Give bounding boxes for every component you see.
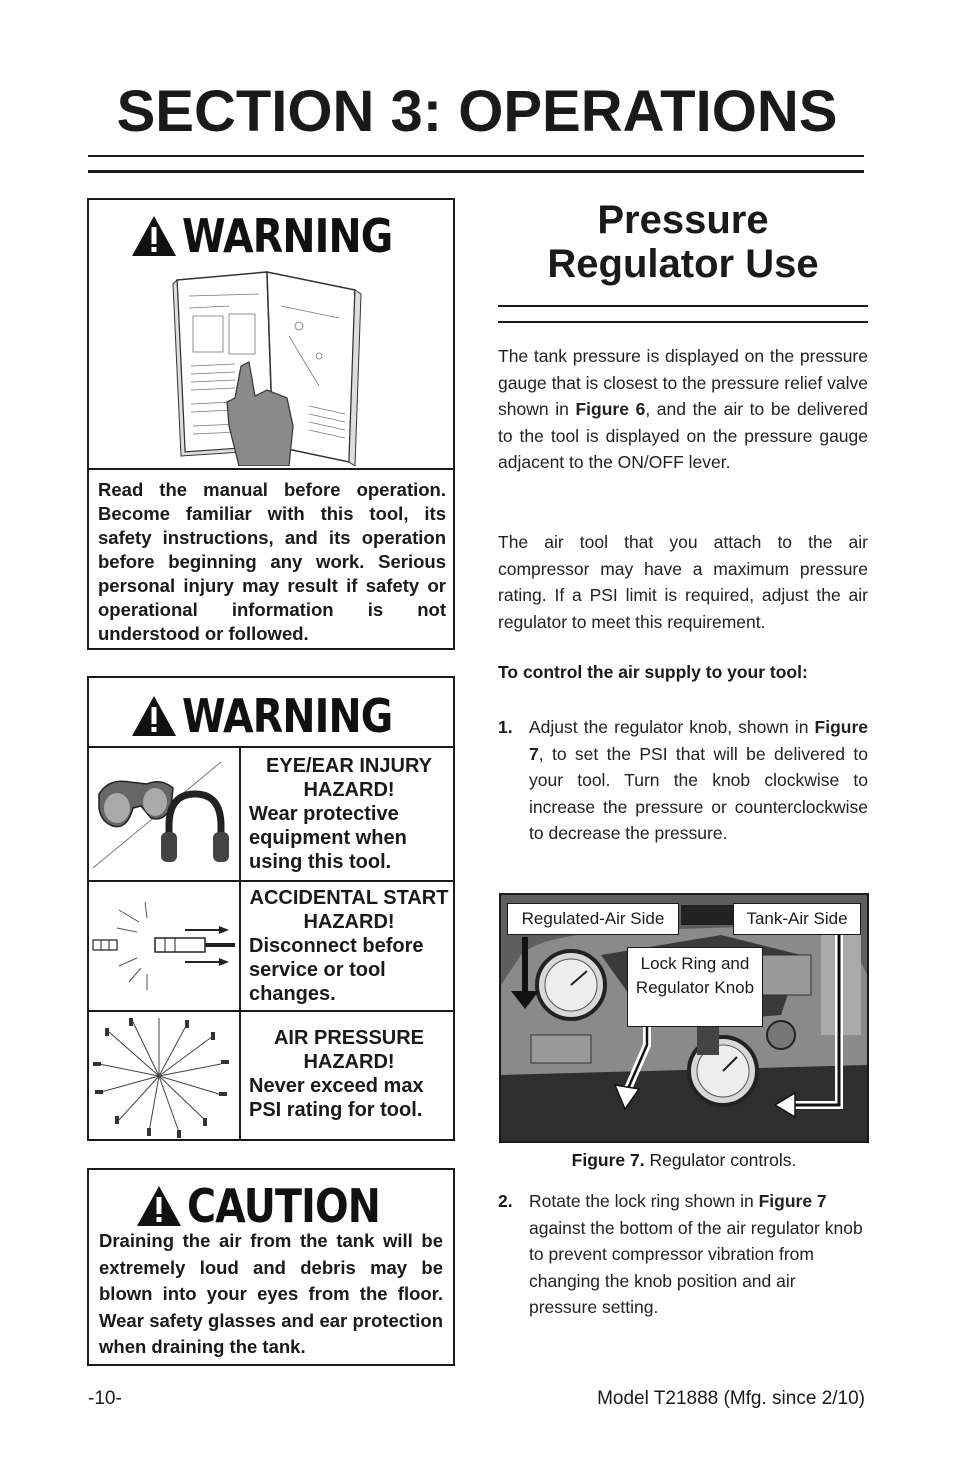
- title-rule-top: [88, 155, 864, 157]
- warning-label: WARNING: [182, 689, 393, 743]
- warning-divider: [89, 468, 453, 470]
- hazard-title: AIR PRESSURE HAZARD!: [273, 1027, 425, 1073]
- steps-subheading: To control the air supply to your tool:: [498, 662, 808, 682]
- hazard-text-eye-ear: [249, 754, 449, 874]
- warning-header: [89, 208, 453, 264]
- heading-rule-top: [498, 305, 868, 307]
- manual-book-illustration: [169, 266, 369, 466]
- model-footer: Model T21888 (Mfg. since 2/10): [597, 1388, 865, 1409]
- burst-debris-icon: [89, 1012, 241, 1139]
- hazard-body: Wear protective equipment when using this tool.: [249, 803, 407, 873]
- heading-rule-bottom: [498, 321, 868, 323]
- step-2-text: [529, 1188, 868, 1321]
- figure-reference: Figure 7: [758, 1191, 827, 1211]
- title-rule-bottom: [88, 170, 864, 173]
- warning-header: [89, 688, 453, 744]
- warning-triangle-icon: [135, 1184, 183, 1228]
- subsection-heading: [498, 198, 868, 286]
- warning-label: WARNING: [182, 209, 393, 263]
- warning-box-hazards: [87, 676, 455, 1141]
- step-number: 1.: [498, 717, 513, 737]
- caution-text: Draining the air from the tank will be extremely loud and debris may be blown into your eyes from the floor. Wear safety glasses and ear protection when draining the tank.: [99, 1230, 443, 1357]
- caution-header: [89, 1178, 453, 1234]
- warning-box-manual: [87, 198, 455, 650]
- step-text: against the bottom of the air regulator knob to prevent compressor vibration from changing the knob position and air pressure setting.: [529, 1217, 863, 1317]
- section-title: SECTION 3: OPERATIONS: [116, 79, 838, 144]
- step-text: Rotate the lock ring shown in: [529, 1191, 759, 1211]
- paragraph-air-tool: The air tool that you attach to the air compressor may have a maximum pressure rating. If a PSI limit is required, adjust the air regulator to meet this requirement.: [498, 532, 868, 632]
- page-number: -10-: [88, 1388, 122, 1409]
- hazard-body: Disconnect before service or tool changes.: [249, 935, 424, 1005]
- caution-box: [87, 1168, 455, 1366]
- hazard-text-accidental-start: [249, 886, 449, 1006]
- paragraph-text: The tank pressure is displayed on the pressure gauge that is closest to the pressure relief valve shown in: [498, 346, 868, 419]
- warning-triangle-icon: [130, 214, 178, 258]
- caption-label: Figure 7.: [571, 1150, 645, 1170]
- warning-triangle-icon: [130, 694, 178, 738]
- step-text: , to set the PSI that will be delivered to your tool. Turn the knob clockwise to increase the pressure or counterclockwise to decrease the pressure.: [529, 743, 868, 843]
- hazard-text-air-pressure: [249, 1026, 449, 1122]
- hazard-row-accidental-start: [89, 880, 453, 1010]
- hazard-title: ACCIDENTAL START HAZARD!: [249, 887, 449, 933]
- callout-lock-ring: Lock Ring and Regulator Knob: [627, 947, 763, 1027]
- callout-tank-air-side: Tank-Air Side: [733, 903, 861, 935]
- disconnect-hose-icon: [89, 882, 241, 1010]
- callout-regulated-air-side: Regulated-Air Side: [507, 903, 679, 935]
- figure-7-photo: [499, 893, 869, 1143]
- caption-text: Regulator controls.: [644, 1150, 797, 1170]
- warning-manual-text: Read the manual before operation. Become familiar with this tool, its safety instructions, and its operation before beginning any work. Serious personal injury may result if safety or operational information is not understood or followed.: [98, 479, 446, 644]
- heading-line: Regulator Use: [547, 242, 819, 286]
- figure-reference: Figure 7: [529, 717, 868, 764]
- paragraph-tank-pressure: [498, 343, 868, 476]
- figure-reference: Figure 6: [575, 399, 646, 419]
- step-number: 2.: [498, 1191, 513, 1211]
- hazard-row-air-pressure: [89, 1010, 453, 1139]
- caution-label: CAUTION: [187, 1179, 380, 1233]
- heading-line: Pressure: [597, 198, 769, 242]
- paragraph-text: , and the air to be delivered to the tool is displayed on the pressure gauge adjacent to the ON/OFF lever.: [498, 399, 868, 472]
- goggles-earmuffs-icon: [89, 748, 241, 880]
- hazard-title: EYE/EAR INJURY HAZARD!: [266, 755, 432, 801]
- figure-7-caption: [499, 1150, 869, 1171]
- step-1-text: [529, 714, 868, 847]
- hazard-body: Never exceed max PSI rating for tool.: [249, 1075, 424, 1121]
- hazard-row-eye-ear: [89, 746, 453, 880]
- step-text: Adjust the regulator knob, shown in: [529, 717, 815, 737]
